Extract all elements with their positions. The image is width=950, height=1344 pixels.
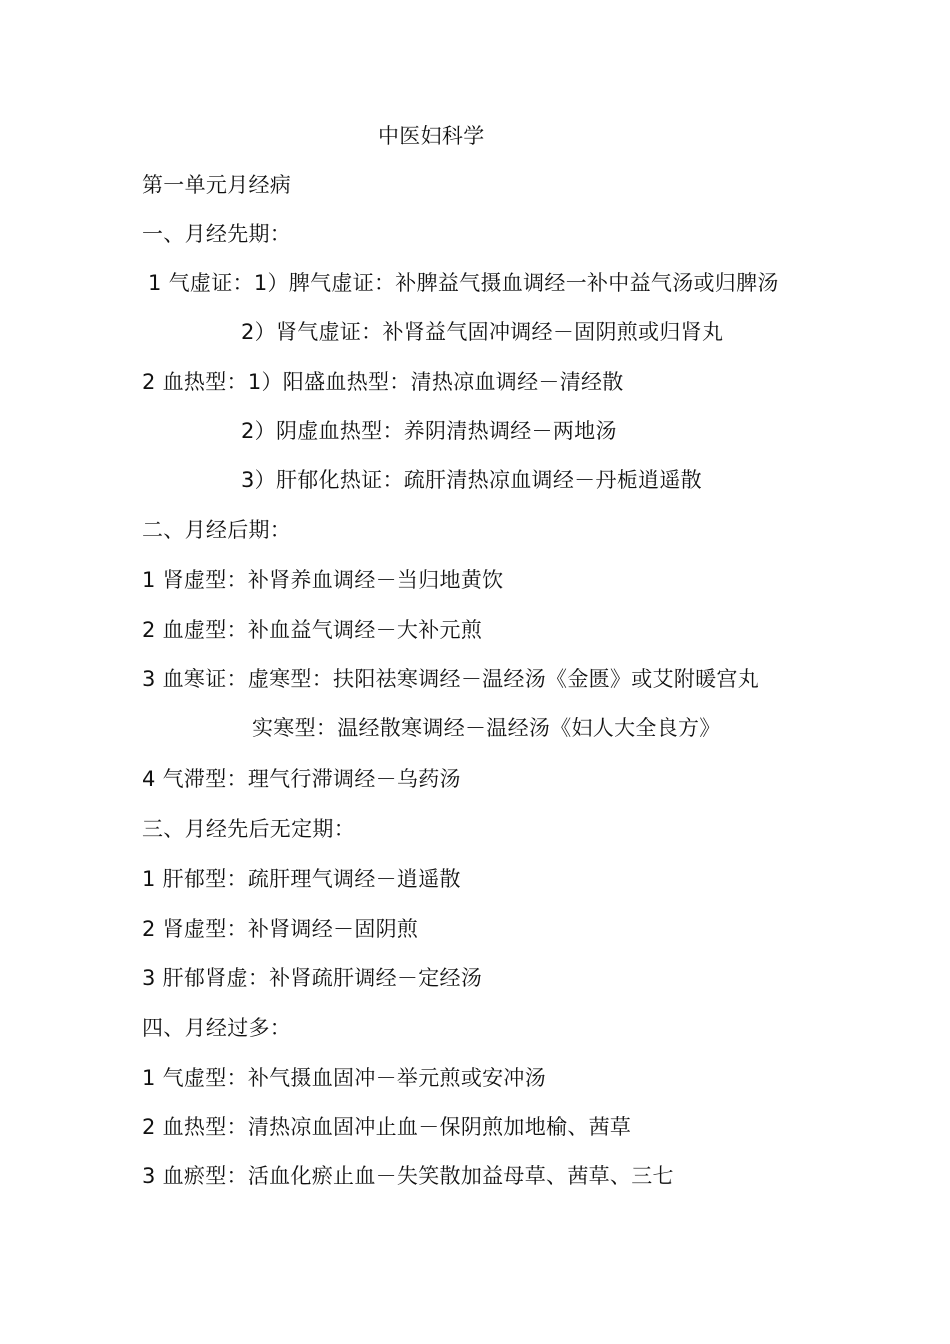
- section-line: 2 肾虚型：补肾调经－固阴煎: [142, 917, 419, 941]
- unit-heading: 第一单元月经病: [142, 173, 292, 197]
- document-title: 中医妇科学: [378, 124, 485, 148]
- section-heading: 四、月经过多：: [142, 1016, 292, 1040]
- section-heading: 一、月经先期：: [142, 222, 292, 246]
- section-line: 2 血虚型：补血益气调经－大补元煎: [142, 618, 483, 642]
- section-line: 2）肾气虚证：补肾益气固冲调经－固阴煎或归肾丸: [241, 320, 724, 344]
- section-line: 2 血热型：1）阳盛血热型：清热凉血调经－清经散: [142, 370, 624, 394]
- section-line: 3）肝郁化热证：疏肝清热凉血调经－丹栀逍遥散: [241, 468, 702, 492]
- section-line: 3 肝郁肾虚：补肾疏肝调经－定经汤: [142, 966, 483, 990]
- section-line: 2）阴虚血热型：养阴清热调经－两地汤: [241, 419, 617, 443]
- section-line: 2 血热型：清热凉血固冲止血－保阴煎加地榆、茜草: [142, 1115, 632, 1139]
- section-line: 1 肝郁型：疏肝理气调经－逍遥散: [142, 867, 461, 891]
- section-line: 实寒型：温经散寒调经－温经汤《妇人大全良方》: [252, 716, 721, 740]
- section-heading: 二、月经后期：: [142, 518, 292, 542]
- section-heading: 三、月经先后无定期：: [142, 817, 355, 841]
- section-line: 1 气虚证：1）脾气虚证：补脾益气摄血调经一补中益气汤或归脾汤: [148, 271, 779, 295]
- section-line: 3 血寒证：虚寒型：扶阳祛寒调经－温经汤《金匮》或艾附暖宫丸: [142, 667, 760, 691]
- section-line: 4 气滞型：理气行滞调经－乌药汤: [142, 767, 461, 791]
- section-line: 1 气虚型：补气摄血固冲－举元煎或安冲汤: [142, 1066, 547, 1090]
- section-line: 1 肾虚型：补肾养血调经－当归地黄饮: [142, 568, 504, 592]
- section-line: 3 血瘀型：活血化瘀止血－失笑散加益母草、茜草、三七: [142, 1164, 674, 1188]
